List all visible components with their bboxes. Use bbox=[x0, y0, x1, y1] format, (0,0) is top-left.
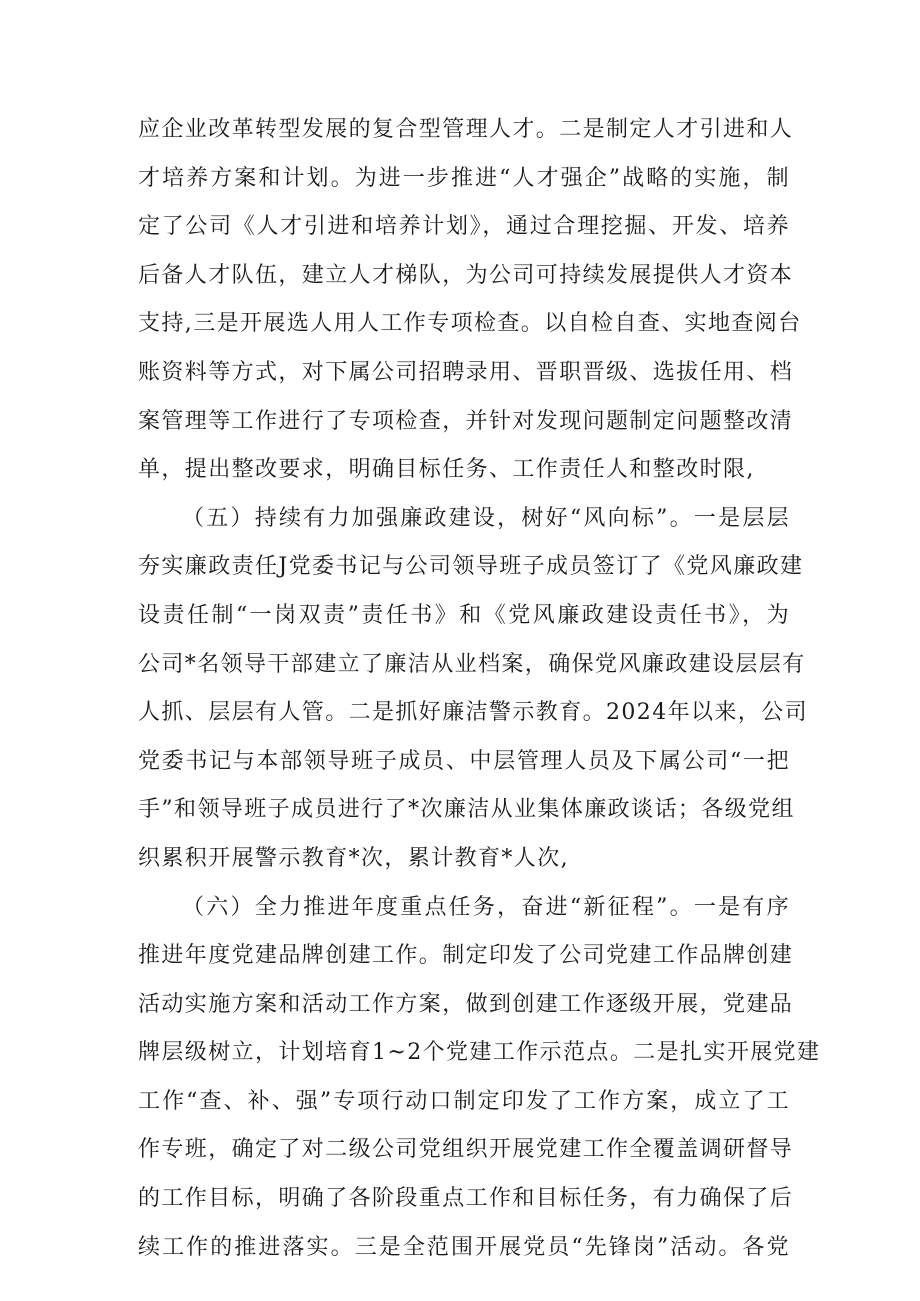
text-line: 才培养方案和计划。为进一步推进“人才强企”战略的实施，制 bbox=[138, 165, 790, 191]
section-heading-line: （六）全力推进年度重点任务，奋进“新征程”。一是有序 bbox=[182, 894, 790, 920]
text-line: 牌层级树立，计划培育1~2个党建工作示范点。二是扎实开展党建 bbox=[138, 1040, 821, 1066]
text-line: 人抓、层层有人管。二是抓好廉洁警示教育。2024年以来，公司 bbox=[138, 700, 808, 726]
document-body bbox=[138, 106, 821, 1272]
paragraph-key-tasks bbox=[138, 884, 821, 1273]
text-line: 作专班，确定了对二级公司党组织开展党建工作全覆盖调研督导 bbox=[138, 1137, 794, 1163]
paragraph-talent bbox=[138, 106, 802, 495]
text-line: 账资料等方式，对下属公司招聘录用、晋职晋级、选拔任用、档 bbox=[138, 359, 794, 385]
text-line: 党委书记与本部领导班子成员、中层管理人员及下属公司“一把 bbox=[138, 748, 790, 774]
text-line: 织累积开展警示教育*次，累计教育*人次, bbox=[138, 845, 569, 871]
text-line: 手”和领导班子成员进行了*次廉洁从业集体廉政谈话；各级党组 bbox=[138, 797, 795, 823]
text-line: 设责任制“一岗双责”责任书》和《党风廉政建设责任书》，为 bbox=[138, 602, 790, 628]
text-line: 定了公司《人才引进和培养计划》，通过合理挖掘、开发、培养 bbox=[138, 214, 790, 240]
paragraph-integrity bbox=[138, 495, 808, 884]
text-line: 活动实施方案和活动工作方案，做到创建工作逐级开展，党建品 bbox=[138, 991, 794, 1017]
text-line: 公司*名领导干部建立了廉洁从业档案，确保党风廉政建设层层有 bbox=[138, 651, 806, 677]
text-line: 续工作的推进落实。三是全范围开展党员“先锋岗”活动。各党 bbox=[138, 1234, 790, 1260]
text-line: 案管理等工作进行了专项检查，并针对发现问题制定问题整改清 bbox=[138, 408, 794, 434]
text-line: 推进年度党建品牌创建工作。制定印发了公司党建工作品牌创建 bbox=[138, 943, 794, 969]
text-line: 夯实廉政责任J党委书记与公司领导班子成员签订了《党风廉政建 bbox=[138, 554, 804, 580]
text-line: 单，提出整改要求，明确目标任务、工作责任人和整改时限, bbox=[138, 457, 755, 483]
text-line: 的工作目标，明确了各阶段重点工作和目标任务，有力确保了后 bbox=[138, 1186, 794, 1212]
section-heading-line: （五）持续有力加强廉政建设，树好“风向标”。一是层层 bbox=[182, 505, 790, 531]
text-line: 应企业改革转型发展的复合型管理人才。二是制定人才引进和人 bbox=[138, 117, 794, 142]
text-line: 工作“查、补、强”专项行动口制定印发了工作方案，成立了工 bbox=[138, 1088, 790, 1114]
text-line: 后备人才队伍，建立人才梯队，为公司可持续发展提供人才资本 bbox=[138, 262, 794, 288]
text-line: 支持,三是开展选人用人工作专项检查。以自检自查、实地查阅台 bbox=[138, 311, 802, 337]
